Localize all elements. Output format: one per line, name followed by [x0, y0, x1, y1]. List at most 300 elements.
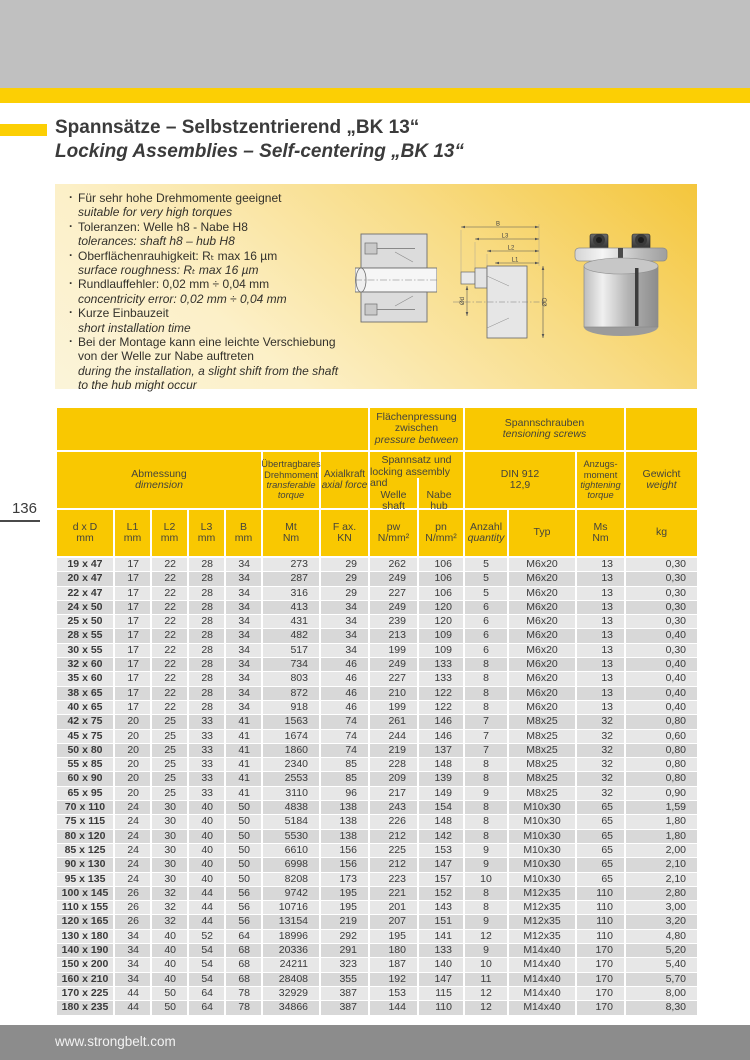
table-cell: 10: [465, 958, 507, 971]
table-cell: 41: [226, 715, 261, 728]
table-cell: 13154: [263, 915, 319, 928]
table-cell: M14x40: [509, 944, 575, 957]
table-cell: 64: [226, 930, 261, 943]
table-cell: 120 x 165: [57, 915, 113, 928]
table-cell: 30: [152, 830, 187, 843]
table-cell: 9: [465, 915, 507, 928]
header-din: [465, 452, 575, 508]
table-cell: 24: [115, 815, 150, 828]
table-cell: M10x30: [509, 801, 575, 814]
header-tightening: [577, 452, 624, 508]
table-cell: 195: [321, 887, 368, 900]
table-cell: 138: [321, 801, 368, 814]
table-cell: 2,00: [626, 844, 697, 857]
svg-text:L2: L2: [507, 245, 515, 252]
table-cell: 22: [152, 601, 187, 614]
table-cell: 34: [226, 644, 261, 657]
col-ms-unit: Nm: [592, 532, 609, 544]
table-cell: 387: [321, 1001, 368, 1014]
top-gray-band: [0, 0, 750, 88]
table-cell: 29: [321, 587, 368, 600]
table-cell: 170: [577, 987, 624, 1000]
table-cell: 34: [226, 601, 261, 614]
table-cell: 28: [189, 701, 224, 714]
table-cell: 17: [115, 558, 150, 571]
table-cell: 46: [321, 701, 368, 714]
table-cell: 56: [226, 887, 261, 900]
col-fax-label: F ax.: [332, 520, 357, 533]
table-cell: 13: [577, 601, 624, 614]
table-cell: 153: [419, 844, 463, 857]
table-cell: 13: [577, 629, 624, 642]
table-cell: 170: [577, 958, 624, 971]
header-dimension: [57, 452, 261, 508]
table-cell: 11: [465, 973, 507, 986]
col-kg-label: kg: [655, 526, 668, 539]
table-cell: 40: [189, 815, 224, 828]
table-cell: 29: [321, 558, 368, 571]
table-cell: 44: [115, 987, 150, 1000]
table-cell: 32: [577, 744, 624, 757]
table-cell: 146: [419, 730, 463, 743]
table-cell: 50: [226, 858, 261, 871]
table-cell: 8: [465, 772, 507, 785]
table-cell: M8x25: [509, 744, 575, 757]
col-mt: [263, 510, 319, 556]
header-torque-de: Übertragbares Drehmoment: [261, 459, 321, 480]
table-cell: 187: [370, 958, 417, 971]
table-cell: 34: [226, 629, 261, 642]
header-hub: [417, 490, 461, 513]
table-cell: 17: [115, 644, 150, 657]
table-cell: 34: [115, 973, 150, 986]
table-cell: 17: [115, 615, 150, 628]
table-cell: 0,30: [626, 587, 697, 600]
table-cell: 33: [189, 730, 224, 743]
header-screws: [465, 408, 624, 450]
table-cell: 34: [115, 944, 150, 957]
table-cell: 65: [577, 844, 624, 857]
table-cell: M8x25: [509, 758, 575, 771]
table-cell: M10x30: [509, 815, 575, 828]
table-cell: 323: [321, 958, 368, 971]
table-cell: 12: [465, 930, 507, 943]
table-cell: 110 x 155: [57, 901, 113, 914]
table-cell: 5,20: [626, 944, 697, 957]
table-cell: 144: [370, 1001, 417, 1014]
feature-item: · Oberflächenrauhigkeit: Rₜ max 16 µm surface roughness: Rₜ max 16 µm: [69, 247, 278, 278]
table-cell: 173: [321, 873, 368, 886]
title-block: [55, 116, 464, 164]
table-cell: 70 x 110: [57, 801, 113, 814]
header-axial-de: Axialkraft: [323, 468, 366, 480]
table-cell: 20: [115, 758, 150, 771]
table-cell: 22: [152, 615, 187, 628]
table-cell: 38 x 65: [57, 687, 113, 700]
table-cell: 24: [115, 830, 150, 843]
table-cell: 239: [370, 615, 417, 628]
svg-text:ØD: ØD: [542, 297, 548, 307]
table-cell: 17: [115, 658, 150, 671]
table-cell: 25: [152, 715, 187, 728]
table-cell: 74: [321, 730, 368, 743]
col-dxd: [57, 510, 113, 556]
table-cell: 122: [419, 687, 463, 700]
table-cell: 803: [263, 672, 319, 685]
table-cell: 65: [577, 830, 624, 843]
table-cell: 0,80: [626, 758, 697, 771]
table-cell: 130 x 180: [57, 930, 113, 943]
table-cell: 110: [577, 887, 624, 900]
table-cell: 13: [577, 615, 624, 628]
header-din-line2: 12,9: [509, 479, 531, 491]
table-cell: 1860: [263, 744, 319, 757]
table-cell: 74: [321, 744, 368, 757]
table-cell: 68: [226, 958, 261, 971]
table-cell: M12x35: [509, 930, 575, 943]
table-cell: M10x30: [509, 844, 575, 857]
table-cell: 8: [465, 687, 507, 700]
table-cell: 8: [465, 901, 507, 914]
table-cell: 0,30: [626, 558, 697, 571]
table-cell: 110: [577, 915, 624, 928]
table-cell: 22: [152, 701, 187, 714]
table-cell: 13: [577, 572, 624, 585]
table-cell: 152: [419, 887, 463, 900]
table-cell: 74: [321, 715, 368, 728]
table-cell: 517: [263, 644, 319, 657]
table-cell: 146: [419, 715, 463, 728]
table-cell: 10: [465, 873, 507, 886]
table-cell: 110: [419, 1001, 463, 1014]
table-cell: 17: [115, 701, 150, 714]
table-cell: 33: [189, 772, 224, 785]
feature-item: · Bei der Montage kann eine leichte Verschiebung von der Welle zur Nabe auftreten during the installation, a slight shift from the shaft to the hub might occur: [69, 334, 339, 393]
table-cell: 30 x 55: [57, 644, 113, 657]
table-cell: 40: [189, 873, 224, 886]
table-cell: 170: [577, 1001, 624, 1014]
table-cell: 41: [226, 730, 261, 743]
table-cell: 0,90: [626, 787, 697, 800]
table-cell: 28: [189, 629, 224, 642]
table-cell: 217: [370, 787, 417, 800]
table-cell: 872: [263, 687, 319, 700]
col-l2: [152, 510, 187, 556]
table-cell: 52: [189, 930, 224, 943]
table-cell: 25: [152, 744, 187, 757]
header-weight-en: weight: [646, 479, 677, 491]
svg-text:Ød: Ød: [460, 296, 466, 306]
table-cell: 32: [577, 715, 624, 728]
table-cell: M6x20: [509, 572, 575, 585]
table-cell: 30: [152, 873, 187, 886]
table-cell: 226: [370, 815, 417, 828]
table-cell: 40: [189, 858, 224, 871]
table-cell: 142: [419, 830, 463, 843]
table-cell: 22: [152, 629, 187, 642]
table-cell: 225: [370, 844, 417, 857]
table-cell: 56: [226, 901, 261, 914]
info-box: [55, 184, 697, 393]
table-cell: 13: [577, 558, 624, 571]
table-cell: 273: [263, 558, 319, 571]
table-cell: 26: [115, 887, 150, 900]
table-cell: 292: [321, 930, 368, 943]
table-cell: 26: [115, 901, 150, 914]
table-cell: 262: [370, 558, 417, 571]
table-cell: 41: [226, 758, 261, 771]
table-cell: 65: [577, 815, 624, 828]
header-assembly-group: [370, 452, 463, 512]
table-cell: 75 x 115: [57, 815, 113, 828]
table-cell: 156: [321, 858, 368, 871]
header-axial-en: axial force: [321, 480, 368, 491]
table-cell: 17: [115, 572, 150, 585]
table-cell: 249: [370, 658, 417, 671]
table-cell: 85: [321, 772, 368, 785]
table-cell: M10x30: [509, 873, 575, 886]
header-pressure-de: Flächenpressung zwischen: [376, 410, 457, 435]
table-cell: 9742: [263, 887, 319, 900]
table-cell: 68: [226, 944, 261, 957]
table-cell: 4838: [263, 801, 319, 814]
table-cell: 219: [321, 915, 368, 928]
table-cell: 25: [152, 772, 187, 785]
table-cell: 24: [115, 844, 150, 857]
table-cell: 244: [370, 730, 417, 743]
header-shaft-en: shaft: [382, 500, 405, 512]
table-cell: 199: [370, 644, 417, 657]
table-cell: 95 x 135: [57, 873, 113, 886]
dimension-drawing: [453, 220, 548, 352]
table-cell: 28: [189, 587, 224, 600]
table-cell: 153: [370, 987, 417, 1000]
table-cell: 64: [189, 987, 224, 1000]
table-cell: 13: [577, 701, 624, 714]
col-l1-label: L1: [126, 520, 139, 533]
col-fax-unit: KN: [337, 532, 352, 544]
table-cell: 34: [226, 558, 261, 571]
table-cell: 0,80: [626, 715, 697, 728]
cross-section-drawing: [355, 232, 437, 328]
table-cell: 0,30: [626, 601, 697, 614]
table-cell: 287: [263, 572, 319, 585]
header-assembly-de: Spannsatz und: [381, 454, 452, 466]
header-din-line1: DIN 912: [500, 467, 540, 480]
table-cell: 17: [115, 629, 150, 642]
table-cell: 34: [226, 572, 261, 585]
table-cell: 78: [226, 1001, 261, 1014]
table-cell: 32: [577, 787, 624, 800]
table-cell: 7: [465, 744, 507, 757]
table-cell: 20: [115, 787, 150, 800]
table-cell: 249: [370, 601, 417, 614]
table-cell: 6: [465, 644, 507, 657]
table-cell: 8: [465, 830, 507, 843]
table-cell: 133: [419, 672, 463, 685]
table-cell: 106: [419, 587, 463, 600]
table-cell: 143: [419, 901, 463, 914]
table-cell: 2553: [263, 772, 319, 785]
table-cell: 25 x 50: [57, 615, 113, 628]
table-cell: 8: [465, 701, 507, 714]
table-cell: 22: [152, 644, 187, 657]
table-cell: 78: [226, 987, 261, 1000]
table-cell: 41: [226, 744, 261, 757]
table-cell: 40 x 65: [57, 701, 113, 714]
table-cell: 918: [263, 701, 319, 714]
table-cell: 13: [577, 644, 624, 657]
header-shaft: [370, 490, 417, 513]
table-cell: M8x25: [509, 772, 575, 785]
table-cell: 34: [321, 601, 368, 614]
header-pressure: [370, 408, 463, 450]
footer-url: www.strongbelt.com: [55, 1034, 176, 1049]
table-cell: M12x35: [509, 901, 575, 914]
table-cell: 1,80: [626, 815, 697, 828]
table-cell: 12: [465, 987, 507, 1000]
table-cell: 34: [115, 958, 150, 971]
table-cell: 7: [465, 715, 507, 728]
table-cell: M12x35: [509, 915, 575, 928]
table-cell: 149: [419, 787, 463, 800]
table-cell: 6610: [263, 844, 319, 857]
table-cell: 9: [465, 944, 507, 957]
table-cell: M14x40: [509, 958, 575, 971]
table-cell: 2,10: [626, 858, 697, 871]
table-cell: 141: [419, 930, 463, 943]
col-dxd-unit: mm: [76, 532, 94, 544]
table-cell: 6: [465, 601, 507, 614]
page-subtitle: Locking Assemblies – Self-centering „BK 13“: [55, 141, 464, 162]
table-cell: 50 x 80: [57, 744, 113, 757]
table-cell: 35 x 60: [57, 672, 113, 685]
table-cell: 90 x 130: [57, 858, 113, 871]
table-cell: 209: [370, 772, 417, 785]
table-cell: 431: [263, 615, 319, 628]
table-cell: 138: [321, 815, 368, 828]
table-cell: 4,80: [626, 930, 697, 943]
table-cell: 3,00: [626, 901, 697, 914]
table-cell: 30: [152, 858, 187, 871]
header-hub-en: hub: [430, 500, 448, 512]
table-cell: 199: [370, 701, 417, 714]
table-cell: 50: [226, 815, 261, 828]
table-cell: M6x20: [509, 558, 575, 571]
feature-item: · Für sehr hohe Drehmomente geeignet suitable for very high torques: [69, 190, 282, 220]
table-cell: 40: [189, 830, 224, 843]
col-b-unit: mm: [234, 532, 253, 544]
table-cell: 22: [152, 587, 187, 600]
page-title: Spannsätze – Selbstzentrierend „BK 13“: [55, 117, 420, 138]
table-cell: 85: [321, 758, 368, 771]
feature-list: [69, 191, 389, 393]
table-cell: 32: [152, 901, 187, 914]
table-cell: 109: [419, 644, 463, 657]
table-cell: 8,30: [626, 1001, 697, 1014]
table-cell: 110: [577, 901, 624, 914]
table-cell: 0,40: [626, 629, 697, 642]
table-cell: 170 x 225: [57, 987, 113, 1000]
table-cell: 56: [226, 915, 261, 928]
table-cell: 30: [152, 801, 187, 814]
table-cell: 228: [370, 758, 417, 771]
table-cell: 8: [465, 672, 507, 685]
table-cell: 34: [226, 687, 261, 700]
table-cell: 28: [189, 615, 224, 628]
table-cell: 10716: [263, 901, 319, 914]
table-cell: 195: [370, 930, 417, 943]
col-l1-unit: mm: [123, 532, 142, 544]
table-cell: M6x20: [509, 644, 575, 657]
table-cell: 8,00: [626, 987, 697, 1000]
table-cell: 22: [152, 572, 187, 585]
table-cell: 34: [226, 587, 261, 600]
table-cell: 20: [115, 730, 150, 743]
header-assembly-en: locking assembly and: [370, 465, 450, 489]
table-cell: M6x20: [509, 601, 575, 614]
feature-item: · Toleranzen: Welle h8 - Nabe H8 tolerances: shaft h8 – hub H8: [69, 218, 248, 249]
table-cell: 34: [226, 658, 261, 671]
table-cell: M14x40: [509, 973, 575, 986]
table-cell: 2,10: [626, 873, 697, 886]
col-pw: [370, 510, 417, 556]
table-cell: 28: [189, 687, 224, 700]
table-cell: 140: [419, 958, 463, 971]
table-cell: 65: [577, 801, 624, 814]
table-cell: 40: [152, 958, 187, 971]
header-torque-en: transferable torque: [266, 480, 316, 501]
table-cell: 133: [419, 658, 463, 671]
col-pw-unit: N/mm²: [377, 532, 410, 544]
table-cell: 33: [189, 744, 224, 757]
table-cell: 28: [189, 572, 224, 585]
table-cell: 1674: [263, 730, 319, 743]
col-mt-unit: Nm: [282, 532, 300, 544]
table-cell: 32: [152, 887, 187, 900]
table-cell: 34: [115, 930, 150, 943]
table-cell: 22: [152, 558, 187, 571]
table-cell: 8: [465, 815, 507, 828]
svg-text:B: B: [495, 221, 501, 228]
table-cell: 65: [577, 873, 624, 886]
table-cell: 219: [370, 744, 417, 757]
table-cell: 25: [152, 787, 187, 800]
table-cell: 44: [115, 1001, 150, 1014]
table-cell: 44: [189, 887, 224, 900]
table-body: [57, 558, 697, 1015]
table-cell: M6x20: [509, 615, 575, 628]
table-cell: 5,40: [626, 958, 697, 971]
table-cell: 106: [419, 558, 463, 571]
table-cell: 24: [115, 801, 150, 814]
table-cell: 413: [263, 601, 319, 614]
table-cell: M6x20: [509, 672, 575, 685]
table-cell: 201: [370, 901, 417, 914]
table-cell: 33: [189, 787, 224, 800]
table-cell: 0,40: [626, 672, 697, 685]
table-cell: 8: [465, 658, 507, 671]
table-cell: 170: [577, 973, 624, 986]
table-cell: 1,59: [626, 801, 697, 814]
table-cell: 28408: [263, 973, 319, 986]
table-cell: 19 x 47: [57, 558, 113, 571]
col-l2-unit: mm: [160, 532, 179, 544]
table-cell: M8x25: [509, 787, 575, 800]
table-cell: 24: [115, 873, 150, 886]
table-cell: 22 x 47: [57, 587, 113, 600]
svg-text:L3: L3: [501, 233, 509, 240]
